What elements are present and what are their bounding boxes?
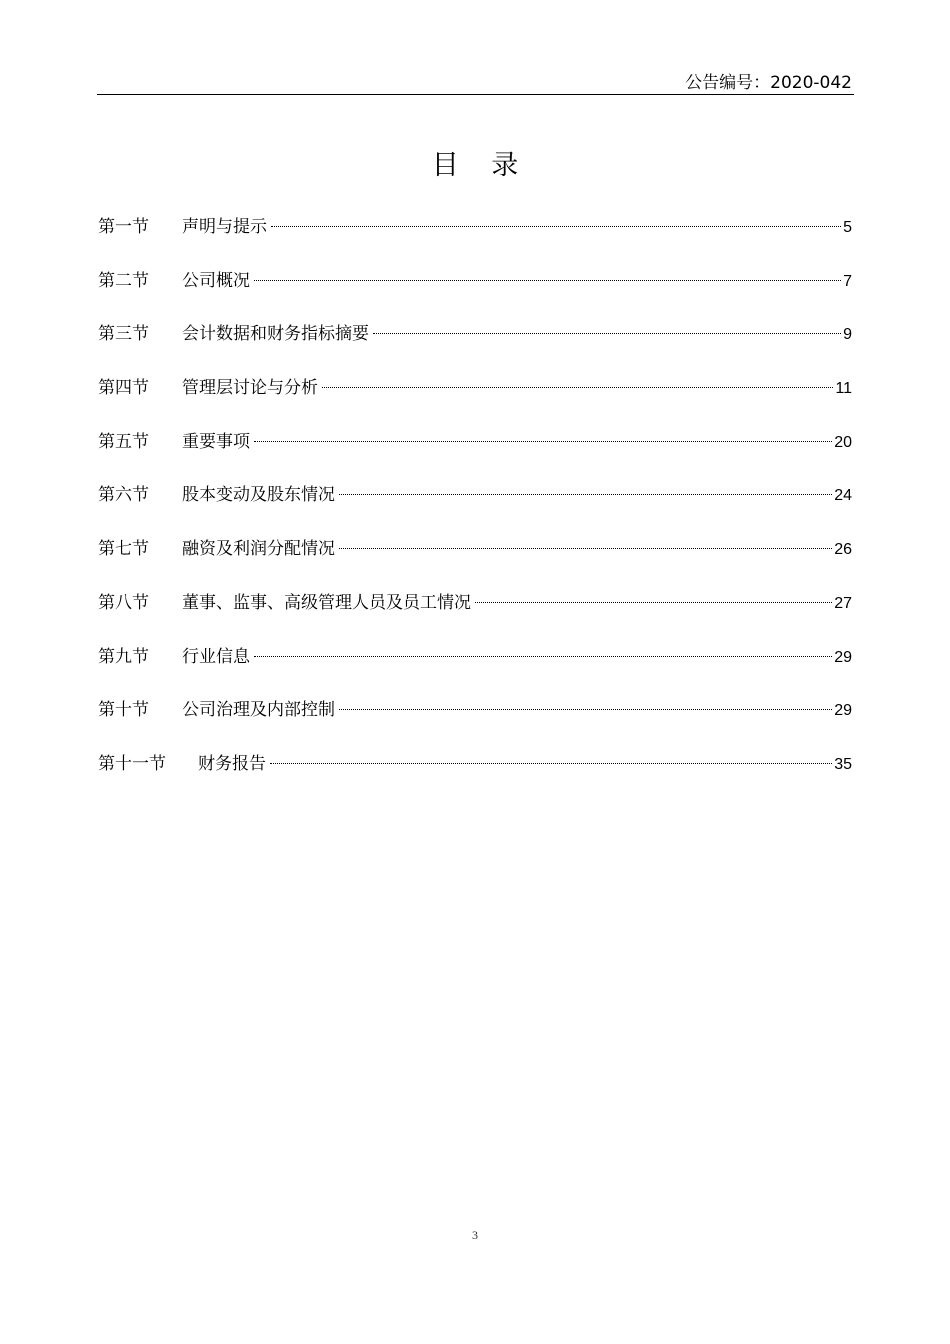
toc-entry-label [98, 371, 320, 405]
toc-section-number: 第三节 [98, 324, 149, 345]
toc-entry-label [98, 532, 337, 566]
toc-page-number: 20 [834, 433, 852, 451]
toc-entry[interactable] [98, 371, 852, 425]
dot-leader [339, 709, 832, 710]
dot-leader [322, 387, 833, 388]
toc-entry[interactable] [98, 317, 852, 371]
dot-leader [339, 494, 832, 495]
header-divider [97, 94, 854, 95]
toc-section-title: 财务报告 [198, 753, 266, 774]
toc-section-title: 会计数据和财务指标摘要 [182, 324, 369, 345]
toc-entry[interactable] [98, 747, 852, 801]
toc-page-number: 24 [834, 487, 852, 505]
toc-section-number: 第一节 [98, 217, 149, 237]
toc-section-title: 重要事项 [182, 431, 250, 452]
toc-section-title: 融资及利润分配情况 [182, 539, 335, 560]
dot-leader [254, 656, 832, 657]
toc-entry-label [98, 640, 252, 674]
toc-section-title: 董事、监事、高级管理人员及员工情况 [182, 592, 471, 613]
toc-section-number: 第九节 [98, 646, 149, 667]
toc-page-number: 9 [843, 326, 852, 344]
toc-page-number: 29 [834, 648, 852, 666]
toc-entry[interactable] [98, 425, 852, 479]
toc-entry-label [98, 747, 268, 781]
toc-section-title: 公司概况 [182, 270, 250, 291]
toc-section-number: 第六节 [98, 485, 149, 506]
toc-entry[interactable] [98, 532, 852, 586]
dot-leader [270, 763, 832, 764]
dot-leader [254, 280, 841, 281]
toc-page-number: 29 [834, 702, 852, 720]
toc-page-number: 26 [834, 541, 852, 559]
toc-entry[interactable] [98, 640, 852, 694]
toc-page-number: 35 [834, 755, 852, 773]
toc-entry-label [98, 478, 337, 512]
toc-section-title: 行业信息 [182, 646, 250, 667]
toc-section-number: 第十节 [98, 700, 149, 721]
toc-entry[interactable] [98, 210, 852, 264]
toc-section-number: 第八节 [98, 592, 149, 613]
dot-leader [271, 226, 841, 227]
toc-title: 目 录 [431, 150, 531, 181]
toc-entry-label [98, 264, 252, 298]
dot-leader [254, 441, 832, 442]
toc-page-number: 11 [835, 380, 852, 398]
toc-page-number: 5 [843, 219, 852, 236]
toc-page-number: 27 [834, 594, 852, 612]
toc-section-number: 第七节 [98, 539, 149, 560]
toc-section-number: 第十一节 [98, 753, 166, 774]
toc-entry-label [98, 586, 473, 620]
announcement-number: 公告编号：2020-042 [685, 73, 852, 93]
toc-page-number: 7 [843, 272, 852, 290]
toc-section-number: 第五节 [98, 431, 149, 452]
toc-entry[interactable] [98, 693, 852, 747]
toc-section-title: 公司治理及内部控制 [182, 700, 335, 721]
toc-list [98, 210, 852, 801]
dot-leader [373, 333, 841, 334]
toc-section-title: 股本变动及股东情况 [182, 485, 335, 506]
toc-section-number: 第四节 [98, 378, 149, 399]
toc-section-title: 声明与提示 [182, 217, 267, 237]
toc-entry[interactable] [98, 264, 852, 318]
dot-leader [475, 602, 832, 603]
toc-entry-label [98, 693, 337, 727]
toc-section-number: 第二节 [98, 270, 149, 291]
toc-entry-label [98, 317, 371, 351]
toc-entry[interactable] [98, 586, 852, 640]
toc-section-title: 管理层讨论与分析 [182, 378, 318, 399]
page-number: 3 [472, 1228, 478, 1242]
dot-leader [339, 548, 832, 549]
toc-entry[interactable] [98, 478, 852, 532]
toc-entry-label [98, 210, 269, 244]
toc-entry-label [98, 425, 252, 459]
